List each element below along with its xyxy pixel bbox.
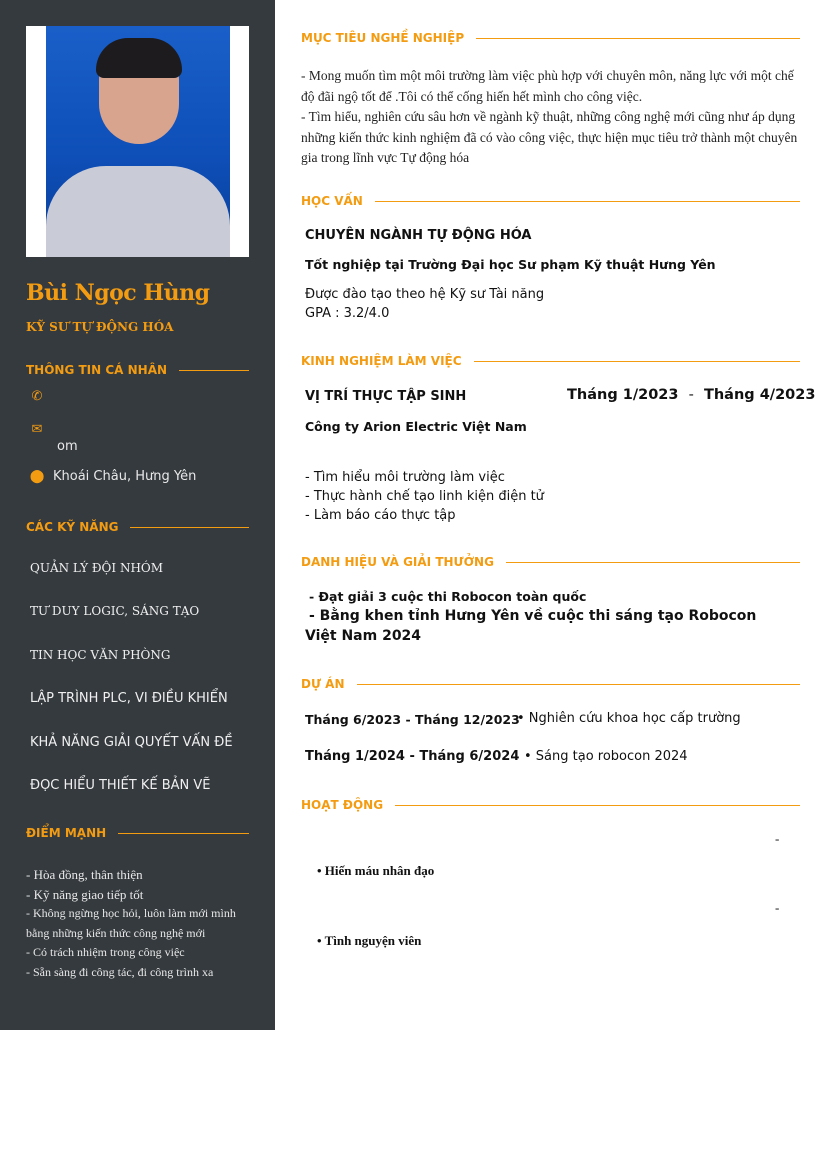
heading-text: HOẠT ĐỘNG <box>301 798 384 812</box>
project-name: • Nghiên cứu khoa học cấp trường <box>517 711 741 726</box>
email-value: om <box>57 439 78 454</box>
experience-position: VỊ TRÍ THỰC TẬP SINH <box>305 389 467 404</box>
skills-heading <box>26 520 249 534</box>
project-period: Tháng 6/2023 - Tháng 12/2023 <box>305 712 520 727</box>
experience-heading <box>301 354 800 368</box>
date-separator: - <box>688 387 694 403</box>
task-item: - Thực hành chế tạo linh kiện điện tử <box>305 489 544 504</box>
activity-dash: - <box>775 831 780 846</box>
education-school: Tốt nghiệp tại Trường Đại học Sư phạm Kỹ thuật Hưng Yên <box>305 257 716 272</box>
heading-text: KINH NGHIỆM LÀM VIỆC <box>301 354 462 368</box>
mail-icon: ✉ <box>31 422 43 437</box>
heading-text: CÁC KỸ NĂNG <box>26 520 119 534</box>
award-item: - Đạt giải 3 cuộc thi Robocon toàn quốc <box>309 589 587 604</box>
personal-info-heading <box>26 363 249 377</box>
experience-company: Công ty Arion Electric Việt Nam <box>305 419 527 434</box>
strengths-heading <box>26 826 249 840</box>
skill-item: KHẢ NĂNG GIẢI QUYẾT VẤN ĐỀ <box>30 735 233 750</box>
education-heading <box>301 194 800 208</box>
award-item: - Bằng khen tỉnh Hưng Yên về cuộc thi sáng tạo Robocon Việt Nam 2024 <box>305 608 757 644</box>
heading-text: DANH HIỆU VÀ GIẢI THƯỞNG <box>301 555 494 569</box>
heading-text: MỤC TIÊU NGHỀ NGHIỆP <box>301 31 465 45</box>
education-gpa: GPA : 3.2/4.0 <box>305 306 390 321</box>
activity-item: • Hiến máu nhân đạo <box>317 863 435 878</box>
project-period: Tháng 1/2024 - Tháng 6/2024 <box>305 749 520 764</box>
phone-icon: ✆ <box>31 389 43 404</box>
skill-item: TIN HỌC VĂN PHÒNG <box>30 648 171 662</box>
objective-line: - Tìm hiểu, nghiên cứu sâu hơn về ngành kỹ thuật, những công nghệ mới cũng như áp dụng những kiến thức kinh nghiệm đã có vào công việc, thực hiện mục tiêu trở thành một chuyên gia trong lĩnh vực Tự động hóa <box>301 109 798 165</box>
experience-tasks <box>305 468 544 525</box>
experience-period <box>567 387 815 403</box>
activities-heading <box>301 798 800 812</box>
activity-dash: - <box>775 900 780 915</box>
heading-text: THÔNG TIN CÁ NHÂN <box>26 363 168 377</box>
heading-text: ĐIỂM MẠNH <box>26 826 107 840</box>
objective-line: - Mong muốn tìm một môi trường làm việc phù hợp với chuyên môn, năng lực với một chế độ đãi ngộ tốt để .Tôi có thể cống hiến hết mình cho công việc. <box>301 68 794 104</box>
skill-item: ĐỌC HIỂU THIẾT KẾ BẢN VẼ <box>30 778 211 793</box>
heading-text: HỌC VẤN <box>301 194 363 208</box>
skill-item: TƯ DUY LOGIC, SÁNG TẠO <box>30 604 200 618</box>
objective-heading <box>301 31 800 45</box>
start-date: Tháng 1/2023 <box>567 387 679 403</box>
activity-item: • Tình nguyện viên <box>317 933 422 948</box>
skill-item: LẬP TRÌNH PLC, VI ĐIỀU KHIỂN <box>30 691 228 706</box>
project-name: • Sáng tạo robocon 2024 <box>524 749 688 764</box>
candidate-name: Bùi Ngọc Hùng <box>26 280 210 306</box>
education-program: Được đào tạo theo hệ Kỹ sư Tài năng <box>305 287 545 302</box>
awards-heading <box>301 555 800 569</box>
profile-photo <box>26 26 249 257</box>
strength-item: - Sẵn sàng đi công tác, đi công trình xa <box>26 964 214 979</box>
location-pin-icon: ⬤ <box>29 469 45 484</box>
strength-item: - Không ngừng học hỏi, luôn làm mới mình bằng những kiến thức công nghệ mới <box>26 906 236 940</box>
education-major: CHUYÊN NGÀNH TỰ ĐỘNG HÓA <box>305 228 532 243</box>
strength-item: - Hòa đồng, thân thiện <box>26 867 143 882</box>
projects-heading <box>301 677 800 691</box>
task-item: - Tìm hiểu môi trường làm việc <box>305 470 505 485</box>
strength-item: - Có trách nhiệm trong công việc <box>26 945 185 959</box>
strengths-list <box>26 865 261 982</box>
skill-item: QUẢN LÝ ĐỘI NHÓM <box>30 561 164 575</box>
address-value: Khoái Châu, Hưng Yên <box>53 469 197 484</box>
candidate-title: KỸ SƯ TỰ ĐỘNG HÓA <box>26 320 174 334</box>
task-item: - Làm báo cáo thực tập <box>305 508 456 523</box>
objective-text <box>301 66 806 169</box>
end-date: Tháng 4/2023 <box>703 387 816 403</box>
strength-item: - Kỹ năng giao tiếp tốt <box>26 886 144 902</box>
heading-text: DỰ ÁN <box>301 677 345 691</box>
